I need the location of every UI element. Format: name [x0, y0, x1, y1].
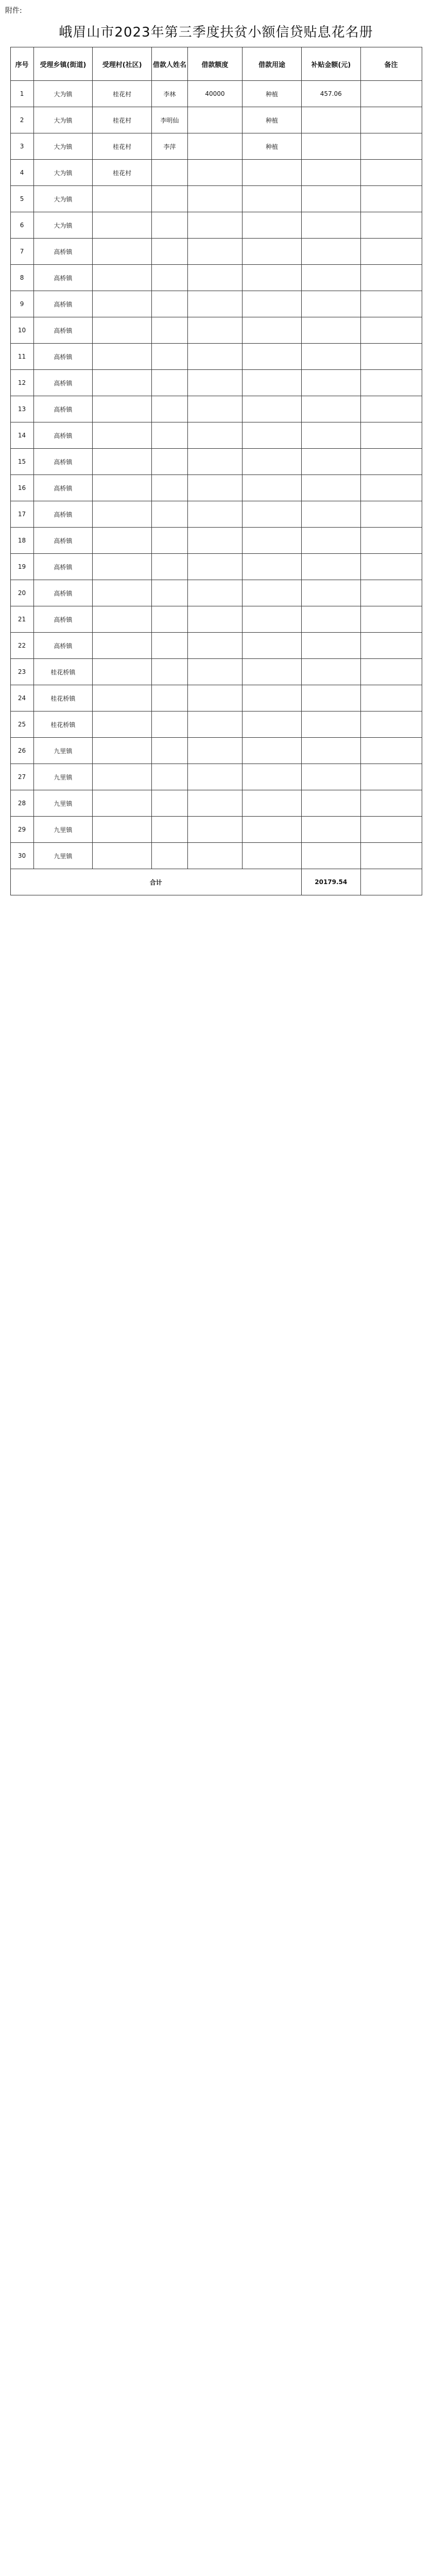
cell-amount	[187, 501, 243, 528]
cell-town: 大为镇	[33, 133, 93, 160]
table-row	[10, 370, 422, 396]
cell-name	[152, 370, 188, 396]
cell-amount	[187, 212, 243, 239]
cell-village	[93, 528, 152, 554]
cell-use: 种植	[243, 107, 302, 133]
cell-note	[360, 212, 422, 239]
cell-use	[243, 606, 302, 633]
cell-town: 桂花桥镇	[33, 711, 93, 738]
cell-amount	[187, 317, 243, 344]
cell-name	[152, 711, 188, 738]
cell-village	[93, 370, 152, 396]
cell-note	[360, 659, 422, 685]
cell-subsidy	[301, 475, 360, 501]
cell-name	[152, 212, 188, 239]
cell-name	[152, 606, 188, 633]
cell-use	[243, 659, 302, 685]
cell-amount	[187, 186, 243, 212]
cell-village	[93, 291, 152, 317]
table-row	[10, 449, 422, 475]
cell-use	[243, 580, 302, 606]
cell-amount	[187, 291, 243, 317]
cell-note	[360, 580, 422, 606]
total-note	[360, 869, 422, 895]
header-subsidy: 补贴金额(元)	[301, 47, 360, 81]
cell-town: 大为镇	[33, 160, 93, 186]
cell-note	[360, 107, 422, 133]
cell-amount	[187, 554, 243, 580]
cell-name	[152, 817, 188, 843]
table-row	[10, 528, 422, 554]
cell-amount	[187, 160, 243, 186]
cell-idx: 1	[10, 81, 33, 107]
cell-amount	[187, 606, 243, 633]
cell-village	[93, 265, 152, 291]
cell-town: 高桥镇	[33, 265, 93, 291]
cell-amount	[187, 239, 243, 265]
table-row	[10, 738, 422, 764]
total-row	[10, 869, 422, 895]
cell-name	[152, 554, 188, 580]
cell-note	[360, 291, 422, 317]
cell-note	[360, 317, 422, 344]
cell-note	[360, 817, 422, 843]
cell-idx: 27	[10, 764, 33, 790]
cell-name: 李萍	[152, 133, 188, 160]
cell-idx: 2	[10, 107, 33, 133]
cell-amount	[187, 790, 243, 817]
table-row	[10, 239, 422, 265]
cell-name	[152, 449, 188, 475]
cell-amount	[187, 449, 243, 475]
cell-use	[243, 685, 302, 711]
cell-note	[360, 475, 422, 501]
cell-subsidy	[301, 317, 360, 344]
cell-name	[152, 633, 188, 659]
cell-amount	[187, 685, 243, 711]
table-row	[10, 344, 422, 370]
cell-idx: 15	[10, 449, 33, 475]
cell-note	[360, 633, 422, 659]
cell-subsidy	[301, 817, 360, 843]
cell-amount	[187, 396, 243, 422]
cell-idx: 6	[10, 212, 33, 239]
cell-name	[152, 291, 188, 317]
header-town: 受理乡镇(街道)	[33, 47, 93, 81]
cell-subsidy	[301, 659, 360, 685]
cell-use	[243, 239, 302, 265]
cell-use	[243, 633, 302, 659]
cell-note	[360, 81, 422, 107]
cell-name	[152, 580, 188, 606]
cell-use	[243, 344, 302, 370]
cell-subsidy	[301, 685, 360, 711]
cell-amount	[187, 370, 243, 396]
cell-idx: 3	[10, 133, 33, 160]
cell-idx: 13	[10, 396, 33, 422]
cell-name	[152, 422, 188, 449]
cell-use	[243, 475, 302, 501]
cell-amount	[187, 659, 243, 685]
cell-town: 高桥镇	[33, 422, 93, 449]
cell-village	[93, 422, 152, 449]
cell-village	[93, 685, 152, 711]
cell-use: 种植	[243, 81, 302, 107]
cell-subsidy	[301, 265, 360, 291]
cell-town: 高桥镇	[33, 449, 93, 475]
cell-note	[360, 186, 422, 212]
cell-town: 高桥镇	[33, 317, 93, 344]
cell-idx: 21	[10, 606, 33, 633]
cell-idx: 25	[10, 711, 33, 738]
cell-idx: 14	[10, 422, 33, 449]
cell-use	[243, 422, 302, 449]
cell-amount	[187, 107, 243, 133]
table-body	[10, 81, 422, 869]
cell-town: 九里镇	[33, 790, 93, 817]
cell-use	[243, 554, 302, 580]
cell-use	[243, 738, 302, 764]
cell-use	[243, 528, 302, 554]
cell-amount	[187, 580, 243, 606]
cell-subsidy	[301, 449, 360, 475]
cell-village	[93, 554, 152, 580]
page-title: 峨眉山市2023年第三季度扶贫小额信贷贴息花名册	[59, 25, 373, 40]
cell-note	[360, 685, 422, 711]
cell-note	[360, 344, 422, 370]
cell-name	[152, 685, 188, 711]
cell-use	[243, 186, 302, 212]
cell-note	[360, 764, 422, 790]
table-row	[10, 81, 422, 107]
cell-name	[152, 344, 188, 370]
table-row	[10, 580, 422, 606]
cell-subsidy	[301, 186, 360, 212]
cell-subsidy	[301, 764, 360, 790]
cell-village: 桂花村	[93, 81, 152, 107]
cell-subsidy	[301, 580, 360, 606]
cell-amount	[187, 422, 243, 449]
cell-idx: 22	[10, 633, 33, 659]
cell-note	[360, 396, 422, 422]
cell-village	[93, 711, 152, 738]
cell-subsidy	[301, 133, 360, 160]
table-row	[10, 633, 422, 659]
cell-name	[152, 528, 188, 554]
table-row	[10, 265, 422, 291]
cell-town: 大为镇	[33, 81, 93, 107]
cell-use	[243, 396, 302, 422]
total-label: 合计	[10, 869, 301, 895]
cell-village: 桂花村	[93, 107, 152, 133]
table-row	[10, 475, 422, 501]
cell-town: 高桥镇	[33, 633, 93, 659]
table-row	[10, 501, 422, 528]
total-subsidy: 20179.54	[301, 869, 360, 895]
cell-subsidy	[301, 790, 360, 817]
cell-amount	[187, 344, 243, 370]
table-row	[10, 291, 422, 317]
cell-village	[93, 449, 152, 475]
cell-amount: 40000	[187, 81, 243, 107]
cell-name	[152, 265, 188, 291]
cell-town: 高桥镇	[33, 344, 93, 370]
cell-amount	[187, 528, 243, 554]
cell-village	[93, 659, 152, 685]
cell-idx: 4	[10, 160, 33, 186]
cell-idx: 20	[10, 580, 33, 606]
table-row	[10, 817, 422, 843]
cell-village	[93, 843, 152, 869]
cell-name	[152, 659, 188, 685]
cell-note	[360, 528, 422, 554]
cell-village	[93, 633, 152, 659]
cell-town: 高桥镇	[33, 396, 93, 422]
cell-idx: 8	[10, 265, 33, 291]
cell-amount	[187, 633, 243, 659]
cell-town: 桂花桥镇	[33, 659, 93, 685]
header-note: 备注	[360, 47, 422, 81]
cell-note	[360, 711, 422, 738]
table-row	[10, 606, 422, 633]
cell-subsidy	[301, 738, 360, 764]
cell-use	[243, 160, 302, 186]
cell-note	[360, 790, 422, 817]
attachment-label: 附件:	[5, 7, 22, 15]
cell-town: 高桥镇	[33, 606, 93, 633]
cell-idx: 11	[10, 344, 33, 370]
cell-subsidy	[301, 396, 360, 422]
cell-village	[93, 396, 152, 422]
cell-town: 高桥镇	[33, 370, 93, 396]
cell-name	[152, 186, 188, 212]
cell-idx: 10	[10, 317, 33, 344]
header-village: 受理村(社区)	[93, 47, 152, 81]
cell-name	[152, 160, 188, 186]
table-row	[10, 685, 422, 711]
cell-subsidy	[301, 606, 360, 633]
cell-village	[93, 344, 152, 370]
cell-use	[243, 370, 302, 396]
table-row	[10, 659, 422, 685]
cell-town: 高桥镇	[33, 580, 93, 606]
cell-town: 大为镇	[33, 212, 93, 239]
cell-town: 高桥镇	[33, 528, 93, 554]
cell-subsidy	[301, 633, 360, 659]
cell-village: 桂花村	[93, 160, 152, 186]
cell-use: 种植	[243, 133, 302, 160]
cell-village	[93, 212, 152, 239]
cell-use	[243, 843, 302, 869]
cell-use	[243, 265, 302, 291]
cell-town: 高桥镇	[33, 239, 93, 265]
cell-name	[152, 475, 188, 501]
cell-amount	[187, 738, 243, 764]
cell-note	[360, 501, 422, 528]
cell-note	[360, 843, 422, 869]
cell-name	[152, 790, 188, 817]
cell-village	[93, 186, 152, 212]
beneficiary-table	[10, 47, 422, 895]
table-row	[10, 711, 422, 738]
cell-idx: 18	[10, 528, 33, 554]
cell-idx: 29	[10, 817, 33, 843]
cell-subsidy	[301, 291, 360, 317]
cell-subsidy	[301, 239, 360, 265]
cell-name	[152, 317, 188, 344]
cell-village	[93, 606, 152, 633]
cell-amount	[187, 843, 243, 869]
cell-use	[243, 449, 302, 475]
cell-idx: 5	[10, 186, 33, 212]
table-row	[10, 317, 422, 344]
cell-amount	[187, 817, 243, 843]
cell-name	[152, 843, 188, 869]
cell-subsidy	[301, 843, 360, 869]
table-row	[10, 764, 422, 790]
cell-amount	[187, 475, 243, 501]
cell-note	[360, 606, 422, 633]
cell-town: 高桥镇	[33, 475, 93, 501]
cell-note	[360, 449, 422, 475]
cell-idx: 28	[10, 790, 33, 817]
cell-amount	[187, 764, 243, 790]
cell-note	[360, 554, 422, 580]
cell-town: 九里镇	[33, 764, 93, 790]
table-row	[10, 107, 422, 133]
cell-village	[93, 501, 152, 528]
cell-note	[360, 265, 422, 291]
cell-village	[93, 239, 152, 265]
cell-note	[360, 738, 422, 764]
table-row	[10, 160, 422, 186]
table-row	[10, 554, 422, 580]
cell-subsidy	[301, 107, 360, 133]
cell-idx: 16	[10, 475, 33, 501]
cell-subsidy	[301, 212, 360, 239]
cell-subsidy	[301, 711, 360, 738]
cell-note	[360, 370, 422, 396]
cell-idx: 24	[10, 685, 33, 711]
cell-amount	[187, 133, 243, 160]
cell-village	[93, 317, 152, 344]
table-row	[10, 212, 422, 239]
cell-name	[152, 396, 188, 422]
header-idx: 序号	[10, 47, 33, 81]
cell-town: 高桥镇	[33, 291, 93, 317]
cell-use	[243, 291, 302, 317]
cell-name	[152, 738, 188, 764]
cell-note	[360, 133, 422, 160]
cell-idx: 23	[10, 659, 33, 685]
cell-idx: 12	[10, 370, 33, 396]
cell-name	[152, 764, 188, 790]
cell-subsidy	[301, 160, 360, 186]
cell-name	[152, 239, 188, 265]
cell-name: 李明仙	[152, 107, 188, 133]
cell-use	[243, 764, 302, 790]
cell-name	[152, 501, 188, 528]
cell-use	[243, 817, 302, 843]
cell-use	[243, 501, 302, 528]
table-row	[10, 396, 422, 422]
cell-amount	[187, 265, 243, 291]
cell-town: 大为镇	[33, 107, 93, 133]
cell-town: 高桥镇	[33, 501, 93, 528]
cell-use	[243, 711, 302, 738]
cell-subsidy	[301, 501, 360, 528]
cell-subsidy	[301, 422, 360, 449]
cell-village: 桂花村	[93, 133, 152, 160]
cell-town: 九里镇	[33, 843, 93, 869]
cell-town: 大为镇	[33, 186, 93, 212]
cell-note	[360, 160, 422, 186]
table-row	[10, 790, 422, 817]
cell-note	[360, 239, 422, 265]
cell-subsidy	[301, 528, 360, 554]
cell-village	[93, 790, 152, 817]
cell-use	[243, 212, 302, 239]
table-row	[10, 843, 422, 869]
cell-use	[243, 317, 302, 344]
cell-idx: 19	[10, 554, 33, 580]
cell-village	[93, 764, 152, 790]
cell-idx: 26	[10, 738, 33, 764]
cell-use	[243, 790, 302, 817]
cell-subsidy	[301, 344, 360, 370]
cell-idx: 7	[10, 239, 33, 265]
table-header-row	[10, 47, 422, 81]
table-row	[10, 422, 422, 449]
cell-town: 九里镇	[33, 738, 93, 764]
cell-village	[93, 475, 152, 501]
cell-subsidy: 457.06	[301, 81, 360, 107]
cell-amount	[187, 711, 243, 738]
cell-idx: 17	[10, 501, 33, 528]
cell-village	[93, 580, 152, 606]
cell-idx: 30	[10, 843, 33, 869]
header-use: 借款用途	[243, 47, 302, 81]
table-row	[10, 133, 422, 160]
cell-town: 九里镇	[33, 817, 93, 843]
cell-idx: 9	[10, 291, 33, 317]
cell-name: 李林	[152, 81, 188, 107]
header-name: 借款人姓名	[152, 47, 188, 81]
header-amount: 借款额度	[187, 47, 243, 81]
cell-town: 高桥镇	[33, 554, 93, 580]
cell-village	[93, 817, 152, 843]
cell-note	[360, 422, 422, 449]
cell-village	[93, 738, 152, 764]
cell-town: 桂花桥镇	[33, 685, 93, 711]
cell-subsidy	[301, 370, 360, 396]
table-row	[10, 186, 422, 212]
cell-subsidy	[301, 554, 360, 580]
